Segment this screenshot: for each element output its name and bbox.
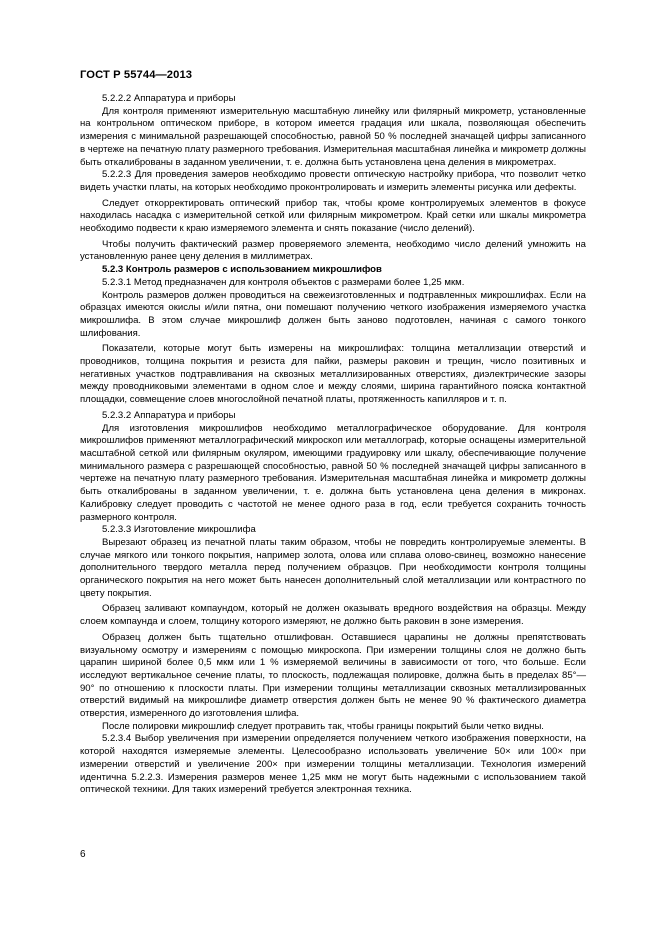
body-paragraph: 5.2.3.4 Выбор увеличения при измерении определяется получением четкого изображения поверхности, на которой находятся измеряемые элементы. Целесообразно использовать увеличение 50× или 100× при измерении отверстий и увеличение 200× при измерении толщины металлизации. Технология измерений идентична 5.2.2.3. Измерения размеров менее 1,25 мкм не могут быть надежными с использованием такой оптической техники. Для таких измерений требуется электронная техника.: [80, 733, 586, 796]
section-heading: 5.2.3.3 Изготовление микрошлифа: [102, 524, 256, 536]
body-paragraph: Контроль размеров должен проводиться на свежеизготовленных и подтравленных микрошлифах. Если на образцах имеются окислы и/или пятна, они помешают получению четкого изображения измеряемого участка микрошлифа. В этом случае микрошлиф должен быть заново подготовлен, начиная с самого тонкого шлифования.: [80, 289, 586, 339]
body-paragraph: Для контроля применяют измерительную масштабную линейку или филярный микрометр, установленные на контрольном оптическом приборе, в котором имеется градация или шкала, позволяющая обеспечить измерения с минимальной разрешающей способностью, равной 50 % последней значащей цифры записанного в чертеже на печатную плату размерного требования. Измерительная масштабная линейка и микрометр должны быть откалиброваны в заданном увеличении, т. е. должна быть установлена цена деления в микрометрах.: [80, 105, 586, 168]
standard-header: ГОСТ Р 55744—2013: [80, 69, 193, 81]
body-paragraph: Показатели, которые могут быть измерены на микрошлифах: толщина металлизации отверстий и проводников, толщина покрытия и резиста для пайки, размеры раковин и трещин, число позитивных и негативных участков подтравливания на сквозных металлизированных отверстиях, диэлектрические зазоры между проводниковыми элементами в одном слое и между слоями, ширина гарантийного пояска контактной площадки, совмещение слоев многослойной печатной платы, протяженность капилляров и т. п.: [80, 343, 586, 406]
body-paragraph: Образец заливают компаундом, который не должен оказывать вредного воздействия на образцы. Между слоем компаунда и слоем, толщину которого измеряют, не должно быть раковин в зоне измерения.: [80, 603, 586, 628]
body-paragraph: Следует откорректировать оптический прибор так, чтобы кроме контролируемых элементов в фокусе находилась насадка с измерительной сеткой или филярным микрометром. Край сетки или шкалы микрометра необходимо подвести к краю измеряемого элемента и снять показание (число делений).: [80, 197, 586, 235]
body-paragraph: Вырезают образец из печатной платы таким образом, чтобы не повредить контролируемые элементы. В случае мягкого или тонкого покрытия, например золота, олова или сплава олово-свинец, возможно нанесение дополнительного твердого металла перед получением образцов. При необходимости контроля толщины органического покрытия на него может быть нанесен дополнительный слой металлизации или контрастного по цвету покрытия.: [80, 536, 586, 599]
body-paragraph: После полировки микрошлиф следует протравить так, чтобы границы покрытий были четко видны.: [102, 720, 544, 732]
page-number: 6: [80, 849, 86, 860]
body-paragraph: 5.2.2.3 Для проведения замеров необходимо провести оптическую настройку прибора, что позволит четко видеть участки платы, на которых необходимо проконтролировать и измерить элементы рисунка или дефекты.: [80, 169, 586, 193]
section-heading: 5.2.3.2 Аппаратура и приборы: [102, 409, 236, 421]
body-paragraph: Чтобы получить фактический размер проверяемого элемента, необходимо число делений умножить на установленную ранее цену деления в миллиметрах.: [80, 238, 586, 263]
body-paragraph: Образец должен быть тщательно отшлифован. Оставшиеся царапины не должны препятствовать визуальному осмотру и измерениям с помощью микроскопа. При измерении толщины слоя не должно быть царапин шириной более 0,5 мкм или 1 % измеряемой величины в зависимости от того, что больше. Если исследуют вертикальное сечение платы, то плоскость, подлежащая полировке, должна быть в пределах 85°—90° по отношению к плоскости платы. При измерении толщины металлизации сквозных металлизированных отверстий видимый на микрошлифе диаметр отверстия должен быть не менее 90 % фактического диаметра отверстия, измеренного до изготовления шлифа.: [80, 631, 586, 720]
section-heading-bold: 5.2.3 Контроль размеров с использованием микрошлифов: [102, 264, 382, 276]
section-heading: 5.2.2.2 Аппаратура и приборы: [102, 93, 236, 104]
body-paragraph: 5.2.3.1 Метод предназначен для контроля объектов с размерами более 1,25 мкм.: [102, 276, 465, 288]
body-paragraph: Для изготовления микрошлифов необходимо металлографическое оборудование. Для контроля микрошлифов применяют металлографический микроскоп или металлограф, которые оснащены измерительной масштабной сеткой или филярным окуляром, имеющими градуировку или шкалу, обеспечивающие получение минимального размера с разрешающей способностью, равной 50 % последней значащей цифры записанного в чертеже на печатную плату размерного требования. Измерительная масштабная линейка и микрометр должны быть откалиброваны в заданном увеличении, т. е. должна быть установлена цена деления в микронах. Калибровку следует проводить с частотой не менее одного раза в год, если требуется сохранить точность размерного контроля.: [80, 422, 586, 523]
document-body: [80, 93, 586, 797]
